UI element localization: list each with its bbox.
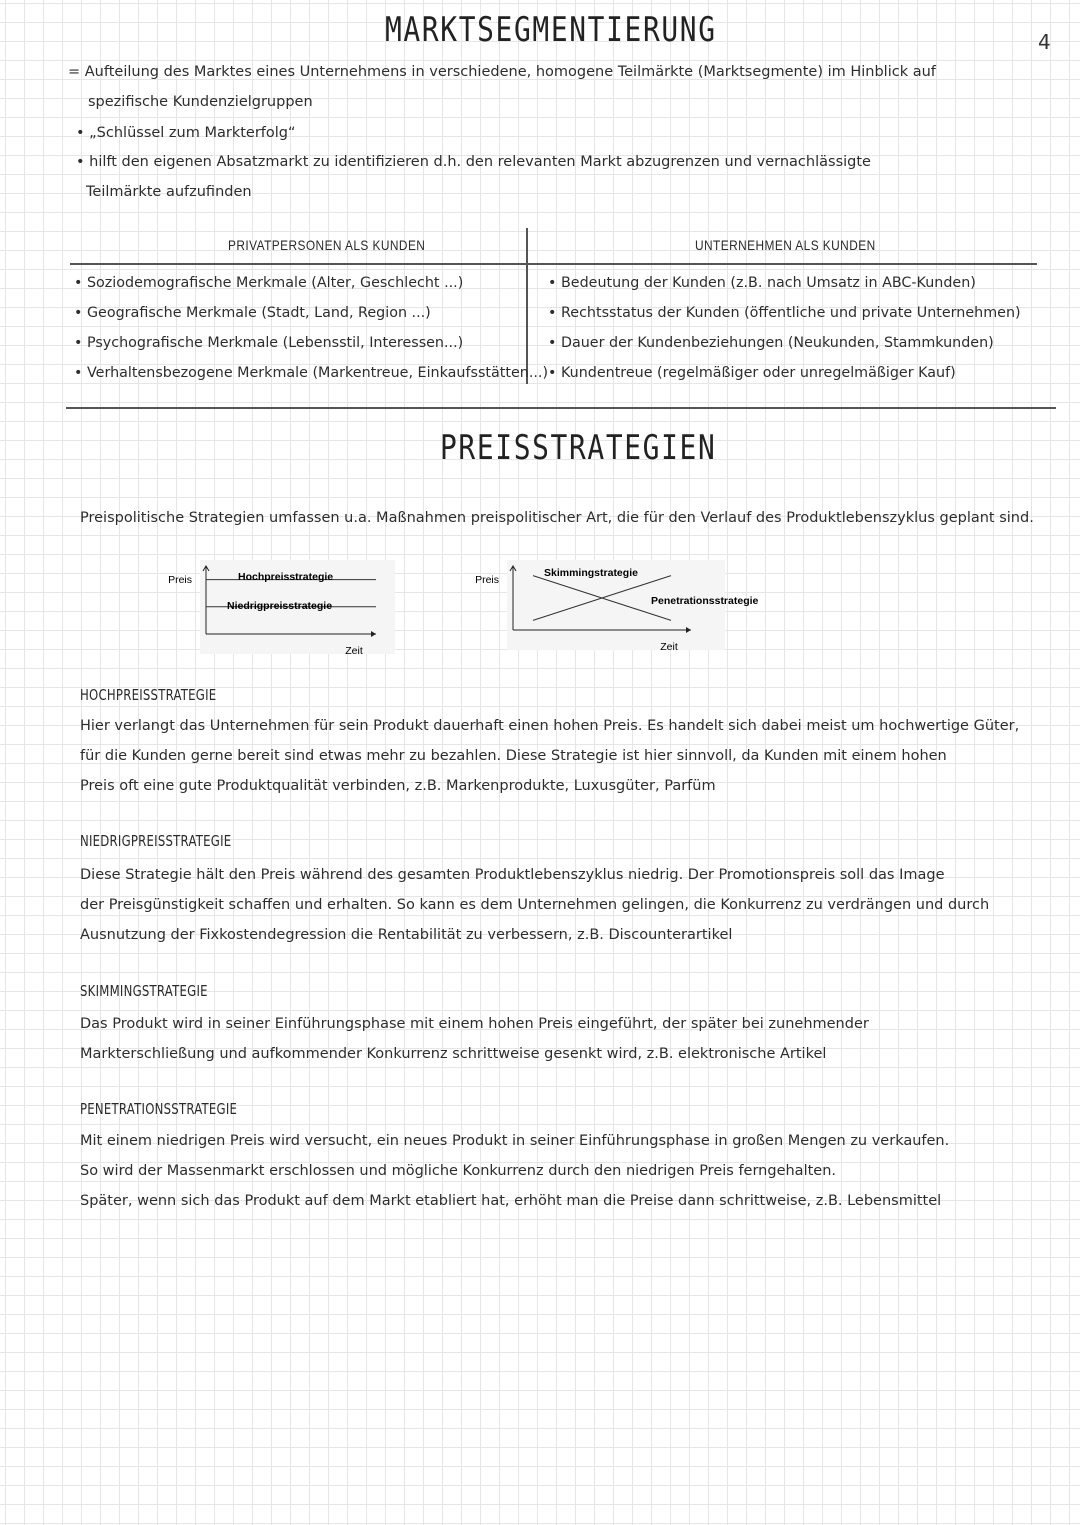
list-item: • Bedeutung der Kunden (z.B. nach Umsatz in ABC-Kunden) [548, 275, 976, 291]
table-header-business-customers: UNTERNEHMEN ALS KUNDEN [695, 237, 876, 253]
paragraph-line: Das Produkt wird in seiner Einführungsphase mit einem hohen Preis eingeführt, der später bei zunehmender [80, 1016, 869, 1032]
paragraph-line: So wird der Massenmarkt erschlossen und mögliche Konkurrenz durch den niedrigen Preis ferngehalten. [80, 1163, 836, 1179]
list-item: • Dauer der Kundenbeziehungen (Neukunden, Stammkunden) [548, 335, 994, 351]
chart-skimming-penetration [455, 558, 795, 658]
list-item: • Kundentreue (regelmäßiger oder unregelmäßiger Kauf) [548, 365, 956, 381]
paragraph-skimming-strategy [80, 1009, 869, 1069]
section-divider [66, 407, 1056, 409]
page-number: 4 [1038, 30, 1051, 54]
paragraph-line: für die Kunden gerne bereit sind etwas mehr zu bezahlen. Diese Strategie ist hier sinnvoll, da Kunden mit einem hohen [80, 748, 947, 764]
bullet-identify-market-line-1: • hilft den eigenen Absatzmarkt zu identifizieren d.h. den relevanten Markt abzugrenzen und vernachlässigte [76, 154, 871, 170]
x-axis-label: Zeit [660, 641, 678, 653]
heading-low-price-strategy: NIEDRIGPREISSTRATEGIE [80, 832, 232, 850]
table-header-private-customers: PRIVATPERSONEN ALS KUNDEN [228, 237, 426, 253]
paragraph-line: der Preisgünstigkeit schaffen und erhalten. So kann es dem Unternehmen gelingen, die Konkurrenz zu verdrängen und durch [80, 897, 990, 913]
list-item: • Geografische Merkmale (Stadt, Land, Region ...) [74, 305, 431, 321]
price-strategies-intro: Preispolitische Strategien umfassen u.a. Maßnahmen preispolitischer Art, die für den Verlauf des Produktlebenszyklus geplant sind. [80, 510, 1034, 526]
bullet-identify-market-line-2: Teilmärkte aufzufinden [86, 184, 252, 200]
list-item: • Rechtsstatus der Kunden (öffentliche und private Unternehmen) [548, 305, 1021, 321]
series-label: Hochpreisstrategie [238, 571, 334, 583]
x-axis-label: Zeit [345, 645, 363, 657]
paragraph-line: Später, wenn sich das Produkt auf dem Markt etabliert hat, erhöht man die Preise dann schrittweise, z.B. Lebensmittel [80, 1193, 942, 1209]
series-label: Penetrationsstrategie [651, 595, 759, 607]
definition-line-2: spezifische Kundenzielgruppen [88, 94, 313, 110]
paragraph-line: Preis oft eine gute Produktqualität verbinden, z.B. Markenprodukte, Luxusgüter, Parfüm [80, 778, 716, 794]
table-header-divider [70, 263, 1037, 265]
paragraph-line: Mit einem niedrigen Preis wird versucht, ein neues Produkt in seiner Einführungsphase in großen Mengen zu verkaufen. [80, 1133, 950, 1149]
definition-line-1: = Aufteilung des Marktes eines Unternehmens in verschiedene, homogene Teilmärkte (Marktsegmente) im Hinblick auf [68, 64, 936, 80]
paragraph-line: Ausnutzung der Fixkostendegression die Rentabilität zu verbessern, z.B. Discounterartikel [80, 927, 733, 943]
paragraph-low-price-strategy [80, 860, 989, 950]
chart-high-low-price [150, 558, 395, 658]
heading-skimming-strategy: SKIMMINGSTRATEGIE [80, 982, 208, 1000]
list-item: • Psychografische Merkmale (Lebensstil, Interessen...) [74, 335, 464, 351]
paragraph-high-price-strategy [80, 711, 1019, 801]
list-item: • Verhaltensbezogene Merkmale (Markentreue, Einkaufsstätten...) [74, 365, 549, 381]
paragraph-line: Diese Strategie hält den Preis während des gesamten Produktlebenszyklus niedrig. Der Promotionspreis soll das Image [80, 867, 945, 883]
business-customer-criteria-list [548, 268, 1021, 388]
page-title: MARKTSEGMENTIERUNG [385, 10, 717, 50]
series-label: Niedrigpreisstrategie [227, 600, 333, 612]
y-axis-label: Preis [475, 574, 499, 586]
list-item: • Soziodemografische Merkmale (Alter, Geschlecht ...) [74, 275, 464, 291]
heading-penetration-strategy: PENETRATIONSSTRATEGIE [80, 1100, 238, 1118]
bullet-key-to-success: • „Schlüssel zum Markterfolg“ [76, 125, 296, 141]
section-title-price-strategies: PREISSTRATEGIEN [440, 428, 717, 468]
paragraph-penetration-strategy [80, 1126, 949, 1216]
paragraph-line: Markterschließung und aufkommender Konkurrenz schrittweise gesenkt wird, z.B. elektronische Artikel [80, 1046, 827, 1062]
series-label: Skimmingstrategie [544, 567, 638, 579]
y-axis-label: Preis [168, 574, 192, 586]
paragraph-line: Hier verlangt das Unternehmen für sein Produkt dauerhaft einen hohen Preis. Es handelt sich dabei meist um hochwertige Güter, [80, 718, 1020, 734]
heading-high-price-strategy: HOCHPREISSTRATEGIE [80, 686, 217, 704]
private-customer-criteria-list [74, 268, 548, 388]
